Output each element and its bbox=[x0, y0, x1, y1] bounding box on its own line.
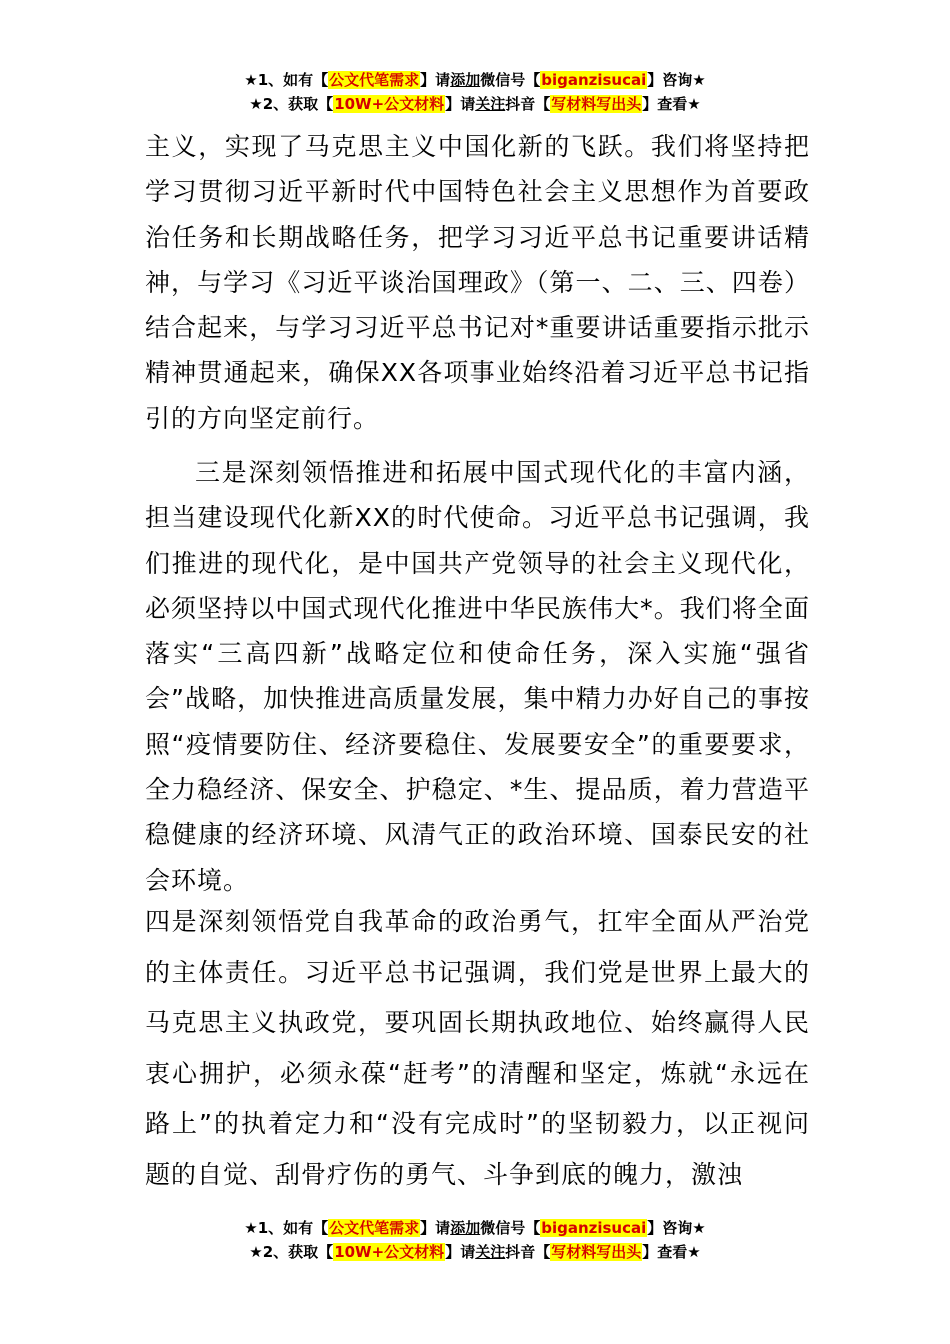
promo-line-2 bbox=[0, 92, 950, 116]
paragraph-block-point-three bbox=[145, 450, 810, 903]
promo-highlight: 写材料写出头 bbox=[551, 95, 642, 113]
paragraph-text: 三是深刻领悟推进和拓展中国式现代化的丰富内涵，担当建设现代化新XX的时代使命。习近平总书记强调，我们推进的现代化，是中国共产党领导的社会主义现代化，必须坚持以中国式现代化推进中华民族伟大*。我们将全面落实“三高四新”战略定位和使命任务，深入实施“强省会”战略，加快推进高质量发展，集中精力办好自己的事按照“疫情要防住、经济要稳住、发展要安全”的重要要求，全力稳经济、保安全、护稳定、*生、提品质，着力营造平稳健康的经济环境、风清气正的政治环境、国泰民安的社会环境。 bbox=[145, 458, 810, 895]
promo-highlight: biganzisucai bbox=[541, 71, 647, 89]
promo-text: ★1、如有【 bbox=[244, 71, 329, 89]
paragraph-block-continuation bbox=[145, 124, 810, 441]
promo-text: 】咨询★ bbox=[647, 1219, 706, 1237]
promo-text: 】查看★ bbox=[642, 95, 701, 113]
promo-text: 】请 bbox=[445, 1243, 476, 1261]
promo-text: 微信号【 bbox=[480, 1219, 541, 1237]
promo-line-1 bbox=[0, 1216, 950, 1240]
promo-highlight: 写材料写出头 bbox=[551, 1243, 642, 1261]
promo-text: 抖音【 bbox=[505, 95, 551, 113]
paragraph-block-point-four bbox=[145, 897, 810, 1200]
promo-underline: 添加 bbox=[450, 71, 481, 89]
promo-highlight: biganzisucai bbox=[541, 1219, 647, 1237]
promo-banner-top bbox=[0, 68, 950, 116]
promo-banner-bottom bbox=[0, 1216, 950, 1264]
promo-text: 】请 bbox=[420, 71, 451, 89]
promo-text: ★2、获取【 bbox=[249, 95, 334, 113]
promo-highlight: 公文代笔需求 bbox=[329, 1219, 420, 1237]
promo-text: 】请 bbox=[420, 1219, 451, 1237]
promo-text: 微信号【 bbox=[480, 71, 541, 89]
promo-underline: 添加 bbox=[450, 1219, 481, 1237]
promo-text: 】查看★ bbox=[642, 1243, 701, 1261]
promo-text: ★2、获取【 bbox=[249, 1243, 334, 1261]
paragraph-text: 四是深刻领悟党自我革命的政治勇气，扛牢全面从严治党的主体责任。习近平总书记强调，我们党是世界上最大的马克思主义执政党，要巩固长期执政地位、始终赢得人民衷心拥护，必须永葆“赶考”的清醒和坚定，炼就“永远在路上”的执着定力和“没有完成时”的坚韧毅力，以正视问题的自觉、刮骨疗伤的勇气、斗争到底的魄力，激浊 bbox=[145, 907, 810, 1189]
promo-underline: 关注 bbox=[475, 95, 506, 113]
promo-underline: 关注 bbox=[475, 1243, 506, 1261]
promo-text: 】请 bbox=[445, 95, 476, 113]
promo-text: 】咨询★ bbox=[647, 71, 706, 89]
promo-line-2 bbox=[0, 1240, 950, 1264]
promo-highlight: 公文代笔需求 bbox=[329, 71, 420, 89]
promo-text: 抖音【 bbox=[505, 1243, 551, 1261]
promo-line-1 bbox=[0, 68, 950, 92]
paragraph-text: 主义，实现了马克思主义中国化新的飞跃。我们将坚持把学习贯彻习近平新时代中国特色社会主义思想作为首要政治任务和长期战略任务，把学习习近平总书记重要讲话精神，与学习《习近平谈治国理政》（第一、二、三、四卷）结合起来，与学习习近平总书记对*重要讲话重要指示批示精神贯通起来，确保XX各项事业始终沿着习近平总书记指引的方向坚定前行。 bbox=[145, 132, 810, 433]
promo-highlight: 10W+公文材料 bbox=[334, 95, 445, 113]
promo-text: ★1、如有【 bbox=[244, 1219, 329, 1237]
promo-highlight: 10W+公文材料 bbox=[334, 1243, 445, 1261]
